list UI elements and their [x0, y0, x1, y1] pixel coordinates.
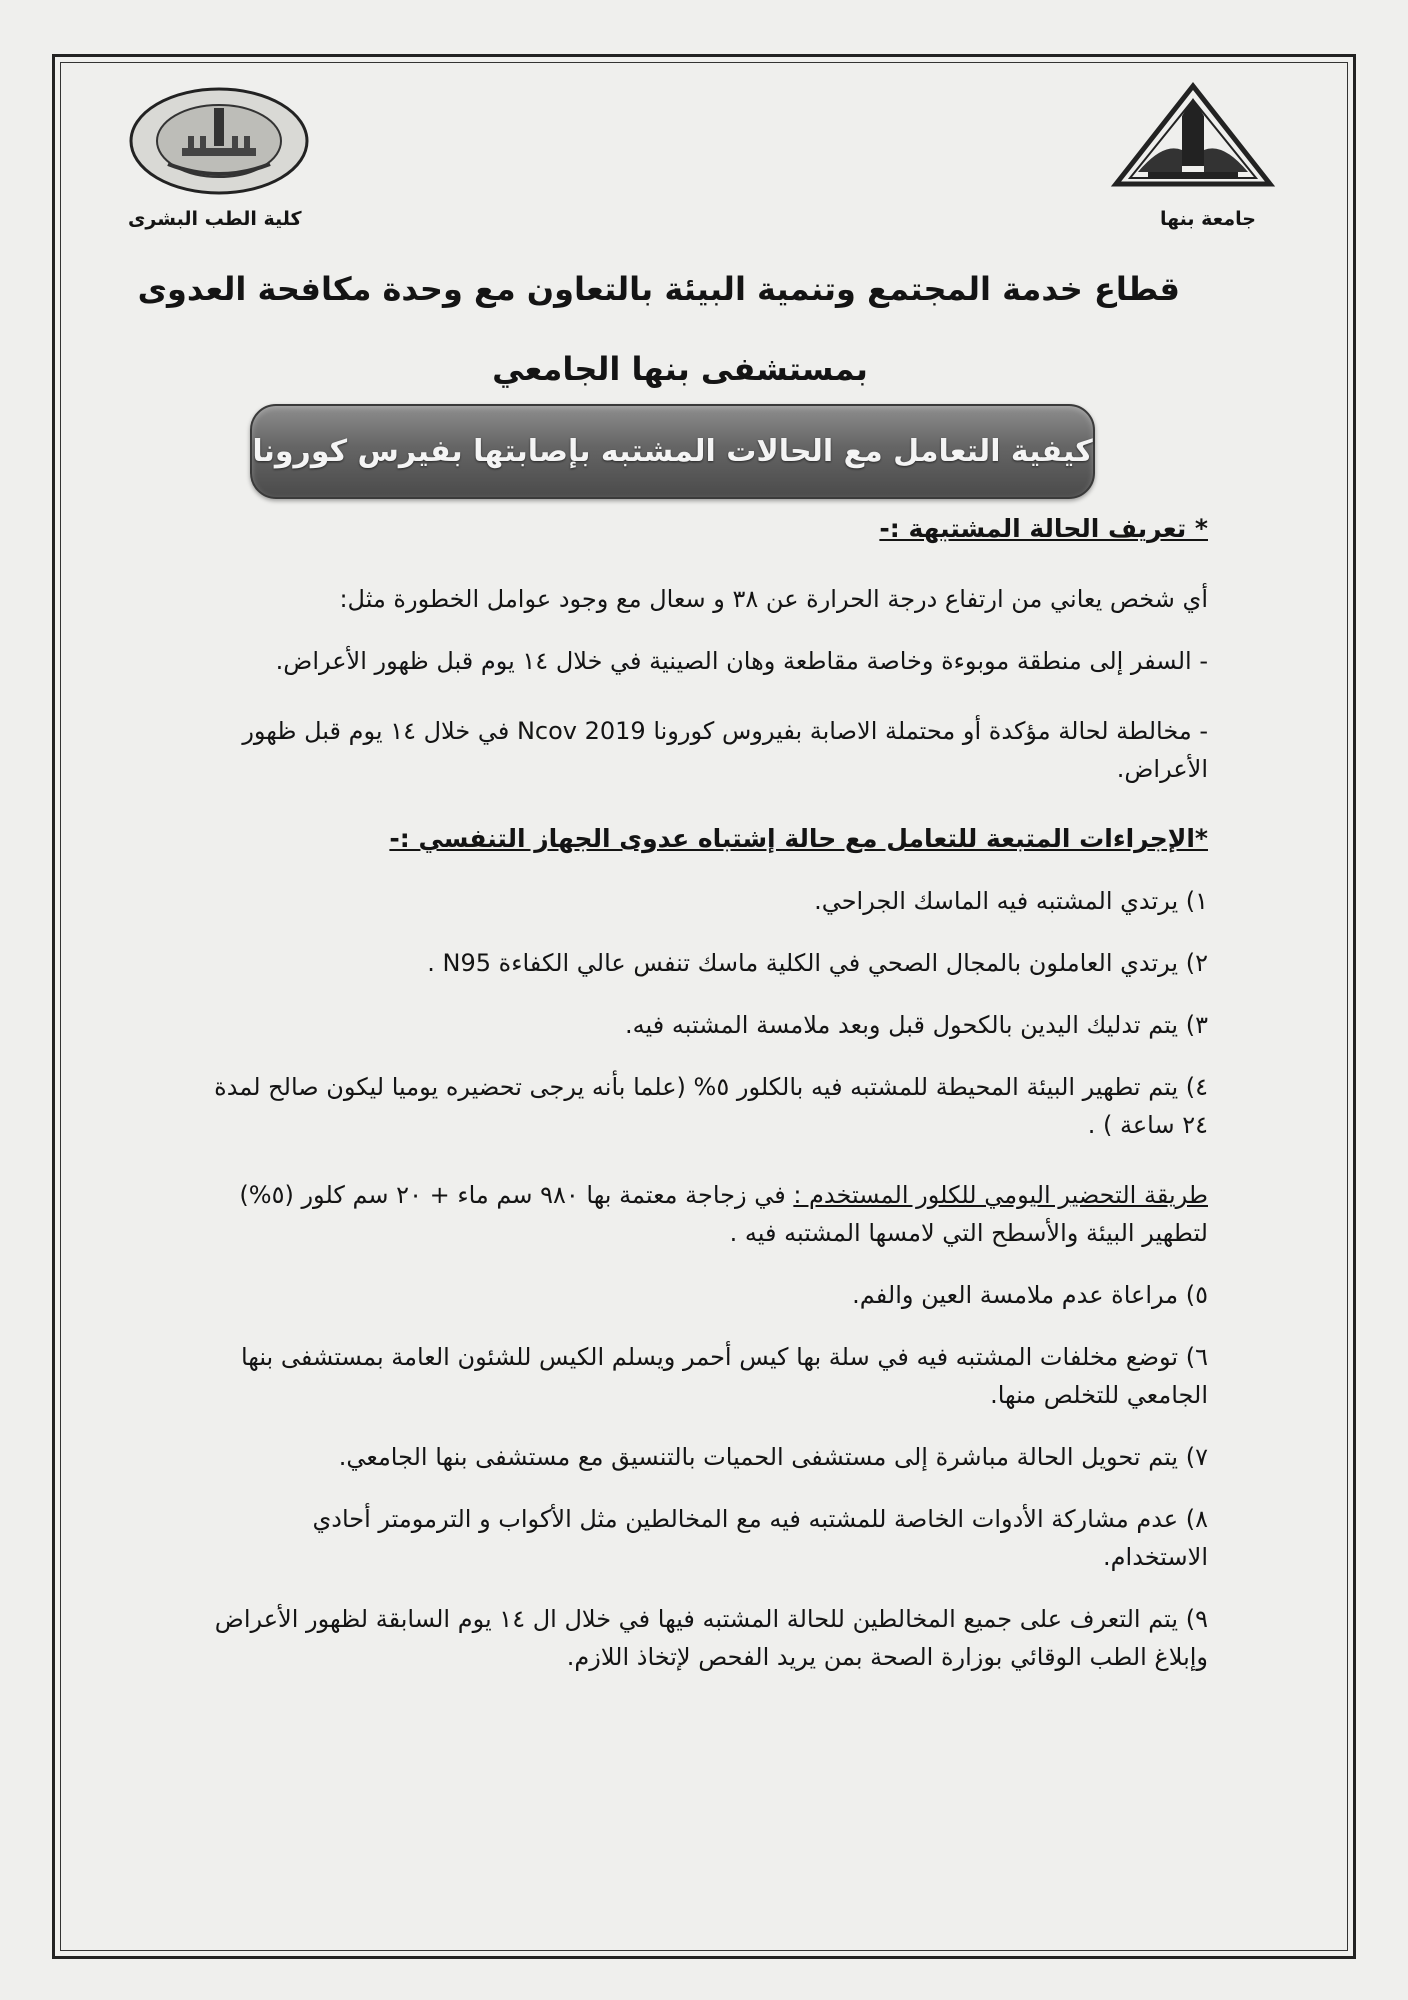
document-title-line-2: بمستشفى بنها الجامعي: [492, 350, 868, 388]
chlorine-preparation-note: [208, 1176, 1208, 1252]
chlorine-preparation-text: في زجاجة معتمة بها ٩٨٠ سم ماء + ٢٠ سم كلور (٥%) لتطهير البيئة والأسطح التي لامسها المشتبه فيه .: [239, 1181, 1208, 1247]
university-name: جامعة بنها: [1159, 208, 1256, 230]
suspected-case-definition: أي شخص يعاني من ارتفاع درجة الحرارة عن ٣٨ و سعال مع وجود عوامل الخطورة مثل:: [339, 585, 1208, 613]
benha-university-logo: [1108, 80, 1278, 190]
faculty-name: كلية الطب البشرى: [128, 208, 302, 230]
risk-factor-item: - السفر إلى منطقة موبوءة وخاصة مقاطعة وهان الصينية في خلال ١٤ يوم قبل ظهور الأعراض.: [275, 647, 1208, 675]
procedure-item: ١) يرتدي المشتبه فيه الماسك الجراحي.: [814, 887, 1208, 915]
procedure-item: ٧) يتم تحويل الحالة مباشرة إلى مستشفى الحميات بالتنسيق مع مستشفى بنها الجامعي.: [338, 1443, 1208, 1471]
section-heading-procedures: *الإجراءات المتبعة للتعامل مع حالة إشتباه عدوى الجهاز التنفسي :-: [389, 824, 1208, 853]
banner-text: كيفية التعامل مع الحالات المشتبه بإصابتها بفيرس كورونا: [252, 434, 1093, 469]
document-title-line-1: قطاع خدمة المجتمع وتنمية البيئة بالتعاون مع وحدة مكافحة العدوى: [137, 270, 1180, 308]
procedure-item: ٤) يتم تطهير البيئة المحيطة للمشتبه فيه بالكلور ٥% (علما بأنه يرجى تحضيره يوميا ليكون صالح لمدة ٢٤ ساعة ) .: [214, 1073, 1208, 1139]
procedure-item: ٢) يرتدي العاملون بالمجال الصحي في الكلية ماسك تنفس عالي الكفاءة N95 .: [427, 949, 1208, 977]
faculty-of-medicine-seal: [128, 86, 310, 196]
document-body: [208, 510, 1208, 1676]
procedure-item: ٩) يتم التعرف على جميع المخالطين للحالة المشتبه فيها في خلال ال ١٤ يوم السابقة لظهور الأعراض وإبلاغ الطب الوقائي بوزارة الصحة بمن يريد الفحص لإتخاذ اللازم.: [214, 1605, 1208, 1671]
procedure-item: ٣) يتم تدليك اليدين بالكحول قبل وبعد ملامسة المشتبه فيه.: [625, 1011, 1208, 1039]
chlorine-preparation-label: طريقة التحضير اليومي للكلور المستخدم :: [793, 1181, 1208, 1209]
procedure-item: ٨) عدم مشاركة الأدوات الخاصة للمشتبه فيه مع المخالطين مثل الأكواب و الترمومتر أحادي الاستخدام.: [312, 1505, 1208, 1571]
risk-factor-item: - مخالطة لحالة مؤكدة أو محتملة الاصابة بفيروس كورونا Ncov 2019 في خلال ١٤ يوم قبل ظهور الأعراض.: [242, 717, 1208, 783]
title-banner: [250, 404, 1095, 499]
procedure-item: ٦) توضع مخلفات المشتبه فيه في سلة بها كيس أحمر ويسلم الكيس للشئون العامة بمستشفى بنها الجامعي للتخلص منها.: [240, 1343, 1208, 1409]
procedure-item: ٥) مراعاة عدم ملامسة العين والفم.: [852, 1281, 1208, 1309]
section-heading-suspected-case: * تعريف الحالة المشتبهة :-: [879, 514, 1208, 543]
